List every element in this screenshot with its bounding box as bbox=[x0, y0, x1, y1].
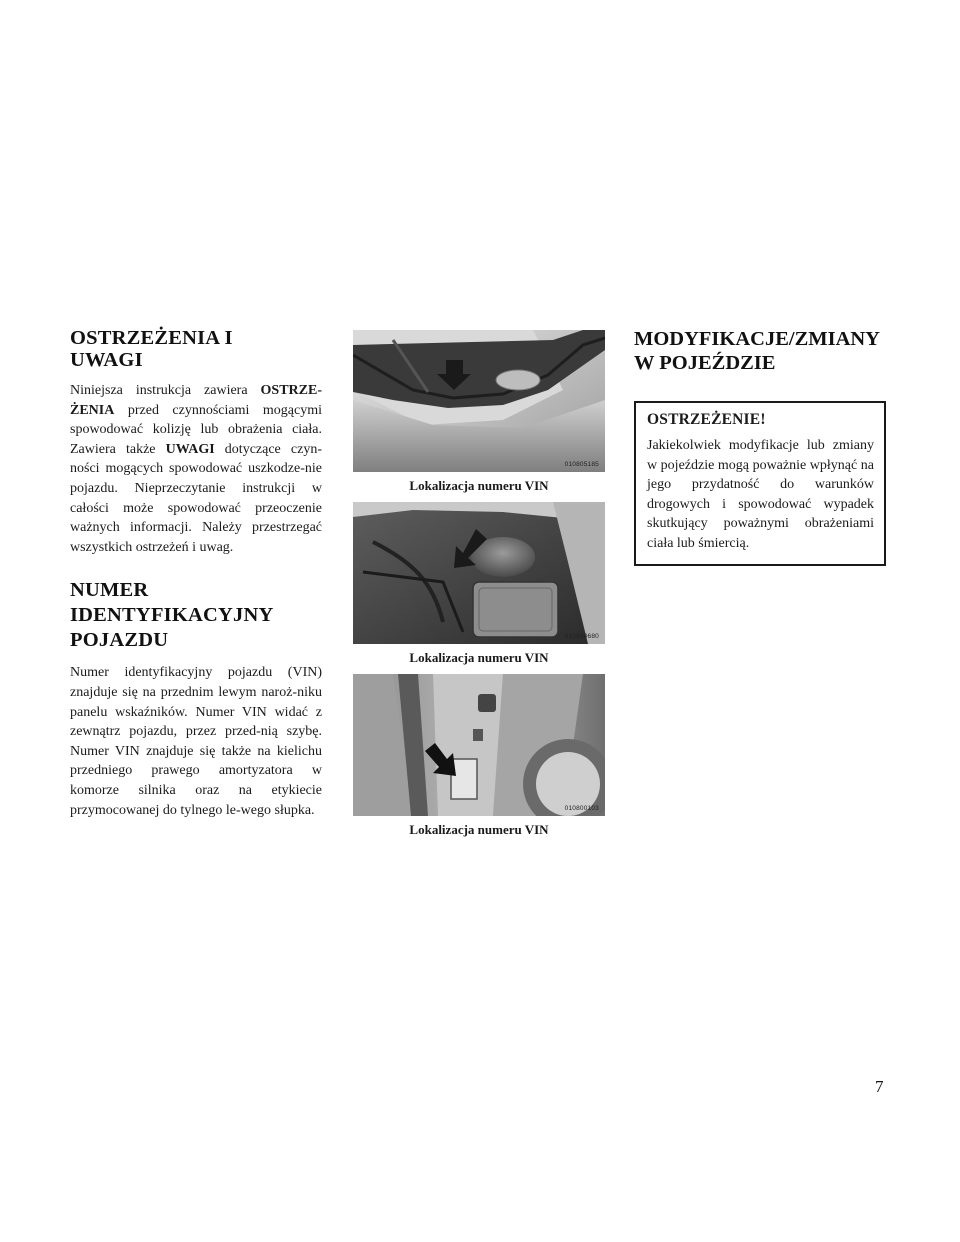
heading-warnings-cautions: OSTRZEŻENIA I UWAGI bbox=[70, 327, 233, 371]
heading-vin: NUMER IDENTYFIKACYJNY POJAZDU bbox=[70, 579, 273, 652]
text-fragment: przed czynnościami mogącymi spowodować kolizję lub obrażenia ciała. Zawiera także bbox=[70, 402, 322, 457]
windshield-illustration bbox=[353, 330, 605, 472]
figures-column bbox=[353, 330, 605, 842]
figure-pillar-vin bbox=[353, 674, 605, 816]
vin-paragraph: Numer identyfikacyjny pojazdu (VIN) znajduje się na przednim lewym naroż-niku panelu wskaźników. Numer VIN widać z zewnątrz pojazdu, przez przed-nią szybę. Numer VIN znajduje się także na kielichu przedniego prawego amortyzatora w komorze silnika oraz na etykiecie przymocowanej do tylnego le-wego słupka. bbox=[70, 665, 322, 818]
figure-caption: Lokalizacja numeru VIN bbox=[409, 822, 549, 837]
warnings-paragraph bbox=[70, 381, 322, 557]
heading-modifications: MODYFIKACJE/ZMIANY W POJEŹDZIE bbox=[634, 328, 880, 374]
figure-caption: Lokalizacja numeru VIN bbox=[409, 650, 549, 665]
engine-illustration bbox=[353, 502, 605, 644]
warning-title: OSTRZEŻENIE! bbox=[647, 411, 766, 428]
warning-text: Jakiekolwiek modyfikacje lub zmiany w pojeździe mogą poważnie wpłynąć na jego przydatność do warunków drogowych i spowodować wypadek skutkujący poważnymi obrażeniami ciała lub śmiercią. bbox=[647, 438, 874, 551]
text-fragment: Niniejsza instrukcja zawiera bbox=[70, 383, 261, 398]
figure-code: 010805185 bbox=[564, 461, 599, 468]
figure-engine-vin bbox=[353, 502, 605, 644]
figure-windshield-vin bbox=[353, 330, 605, 472]
warning-box bbox=[634, 401, 886, 566]
bold-warnings: OSTRZE-ŻENIA bbox=[70, 383, 322, 418]
pillar-illustration bbox=[353, 674, 605, 816]
page-number: 7 bbox=[875, 1077, 884, 1096]
text-fragment: dotyczące czyn-ności mogących spowodować uszkodze-nie pojazdu. Nieprzeczytanie instrukcji w całości może spowodować przeoczenie ważnych informacji. Należy przestrzegać wszystkich ostrzeżeń i uwag. bbox=[70, 441, 322, 555]
figure-caption: Lokalizacja numeru VIN bbox=[409, 478, 549, 493]
left-column bbox=[70, 327, 322, 820]
bold-cautions: UWAGI bbox=[165, 441, 215, 457]
right-column bbox=[634, 327, 886, 566]
figure-code: 010800103 bbox=[564, 805, 599, 812]
figure-code: 010840680 bbox=[564, 633, 599, 640]
